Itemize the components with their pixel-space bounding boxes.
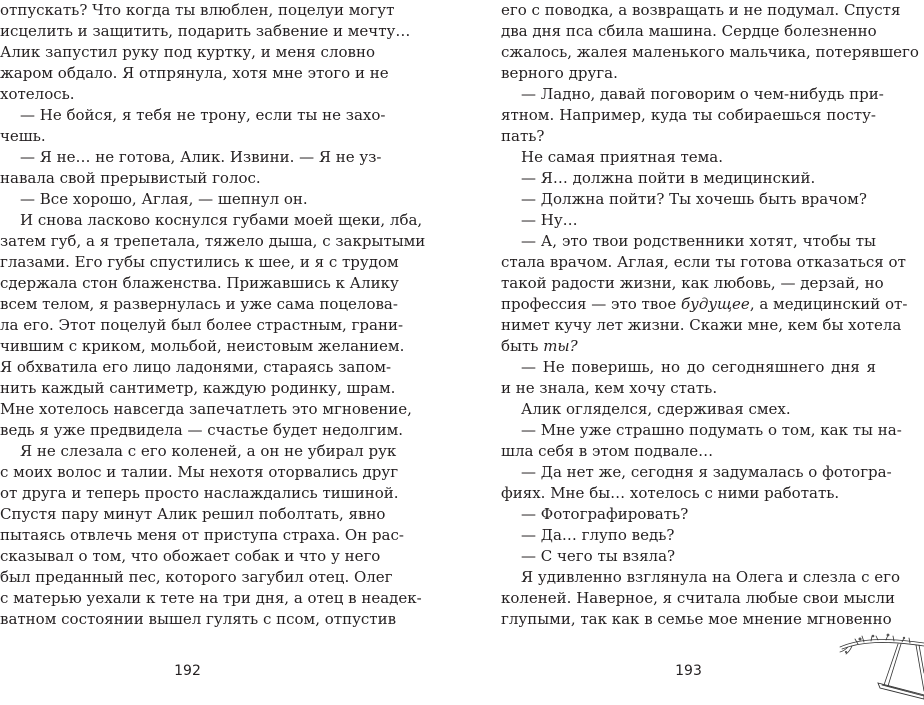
- text-line: [0, 210, 423, 231]
- text-line-content: — Да нет же, сегодня я задумалась о фотогра-: [521, 463, 892, 481]
- text-line-content: — А, это твои родственники хотят, чтобы ты: [521, 232, 876, 250]
- text-line-content: глупыми, так как в семье мое мнение мгновенно: [501, 610, 892, 628]
- text-line: [0, 63, 389, 84]
- text-line: [501, 399, 876, 420]
- swing-illustration-icon: [838, 625, 924, 705]
- text-line: [501, 252, 906, 273]
- text-line-content: от друга и теперь просто наслаждались тишиной.: [0, 484, 399, 502]
- text-line-content: — Ладно, давай поговорим о чем-нибудь при-: [521, 85, 884, 103]
- text-line: [0, 504, 386, 525]
- text-line-content: Я удивленно взглянула на Олега и слезла с его: [521, 568, 901, 586]
- text-line-content: чешь.: [0, 127, 46, 145]
- text-line: [501, 504, 876, 525]
- text-line-content: нить каждый сантиметр, каждую родинку, шрам.: [0, 379, 396, 397]
- text-line: [0, 378, 396, 399]
- text-line: [501, 126, 876, 147]
- text-line: [0, 588, 422, 609]
- text-line-content: Не самая приятная тема.: [521, 148, 723, 166]
- text-line: [501, 0, 901, 21]
- text-line: [501, 609, 892, 630]
- text-line: [0, 441, 397, 462]
- text-line: [501, 105, 876, 126]
- text-line-content: шла себя в этом подвале…: [501, 442, 714, 460]
- text-line-content: и не знала, кем хочу стать.: [501, 379, 718, 397]
- text-line: [0, 420, 404, 441]
- text-line-content: сдержала стон блаженства. Прижавшись к Алику: [0, 274, 399, 292]
- page-number-left: 192: [174, 663, 201, 679]
- text-line-content: такой радости жизни, как любовь, — дерзай, но: [501, 274, 884, 292]
- text-line-content: И снова ласково коснулся губами моей щеки, лба,: [20, 211, 423, 229]
- text-line-content: отпускать? Что когда ты влюблен, поцелуи могут: [0, 1, 395, 19]
- text-line-content: — Должна пойти? Ты хочешь быть врачом?: [521, 190, 867, 208]
- text-line-content: профессия — это твое: [501, 295, 681, 313]
- text-line-content: глазами. Его губы спустились к шее, и я с трудом: [0, 253, 399, 271]
- text-line: [501, 588, 896, 609]
- text-line-content: — С чего ты взяла?: [521, 547, 676, 565]
- text-line-content: ватном состоянии вышел гулять с псом, отпустив: [0, 610, 397, 628]
- text-line-content: ятном. Например, куда ты собираешься посту-: [501, 106, 876, 124]
- text-line-content: навала свой прерывистый голос.: [0, 169, 261, 187]
- text-line: [0, 336, 405, 357]
- text-line-content: ла его. Этот поцелуй был более страстным, грани-: [0, 316, 404, 334]
- text-line: [501, 189, 876, 210]
- text-line: [501, 378, 876, 399]
- text-line: [501, 84, 884, 105]
- text-line: [501, 441, 876, 462]
- emphasized-word: ты?: [543, 337, 578, 355]
- text-line: [501, 210, 876, 231]
- text-line: [0, 0, 395, 21]
- text-line-content: с моих волос и талии. Мы нехотя оторвались друг: [0, 463, 399, 481]
- text-line-content: — Я… должна пойти в медицинский.: [521, 169, 816, 187]
- text-line: [501, 336, 876, 357]
- text-line-content: — Не бойся, я тебя не трону, если ты не захо-: [20, 106, 386, 124]
- emphasized-word: будущее: [680, 295, 750, 313]
- text-line: [501, 21, 876, 42]
- text-line-content: жаром обдало. Я отпрянула, хотя мне этого и не: [0, 64, 389, 82]
- text-line: [0, 483, 399, 504]
- text-line: [0, 357, 392, 378]
- text-line-content: Я не слезала с его коленей, а он не убирал рук: [20, 442, 397, 460]
- text-line: [501, 483, 876, 504]
- text-line-content: ведь я уже предвидела — счастье будет недолгим.: [0, 421, 404, 439]
- text-line: [0, 126, 375, 147]
- text-line: [501, 357, 876, 378]
- text-line-content: стала врачом. Аглая, если ты готова отказаться от: [501, 253, 906, 271]
- text-line: [501, 273, 884, 294]
- text-line-content: пытаясь отвлечь меня от приступа страха. Он рас-: [0, 526, 404, 544]
- left-page-text: [0, 0, 426, 630]
- text-line: [0, 189, 375, 210]
- text-line: [0, 105, 386, 126]
- text-line-content: — Да… глупо ведь?: [521, 526, 675, 544]
- text-line: [501, 567, 901, 588]
- text-line-content: фиях. Мне бы… хотелось с ними работать.: [501, 484, 840, 502]
- text-line-content: два дня пса сбила машина. Сердце болезненно: [501, 22, 877, 40]
- text-line: [0, 294, 398, 315]
- text-line-content: нимет кучу лет жизни. Скажи мне, кем бы хотела: [501, 316, 902, 334]
- text-line-content: — Ну…: [521, 211, 578, 229]
- text-line-content: Я обхватила его лицо ладонями, стараясь запом-: [0, 358, 392, 376]
- text-line-content: Спустя пару минут Алик решил поболтать, явно: [0, 505, 386, 523]
- text-line-content: исцелить и защитить, подарить забвение и мечту…: [0, 22, 411, 40]
- text-line: [501, 42, 919, 63]
- text-line: [0, 42, 375, 63]
- text-line-content: Мне хотелось навсегда запечатлеть это мгновение,: [0, 400, 412, 418]
- text-line-content: Алик огляделся, сдерживая смех.: [521, 400, 791, 418]
- text-line: [501, 315, 902, 336]
- text-line-tail: , а медицинский от-: [749, 295, 908, 313]
- text-line-content: коленей. Наверное, я считала любые свои мысли: [501, 589, 896, 607]
- text-line: [0, 21, 411, 42]
- text-line-content: затем губ, а я трепетала, тяжело дыша, с закрытыми: [0, 232, 426, 250]
- text-line-content: сжалось, жалея маленького мальчика, потерявшего: [501, 43, 919, 61]
- text-line: [0, 462, 399, 483]
- text-line: [0, 315, 404, 336]
- text-line-content: хотелось.: [0, 85, 75, 103]
- text-line: [0, 609, 397, 630]
- text-line-content: верного друга.: [501, 64, 618, 82]
- text-line: [501, 63, 876, 84]
- text-line: [0, 273, 399, 294]
- text-line: [0, 231, 426, 252]
- text-line-content: — Мне уже страшно подумать о том, как ты на-: [521, 421, 902, 439]
- text-line: [0, 147, 382, 168]
- text-line: [501, 168, 876, 189]
- text-line: [0, 546, 381, 567]
- text-line: [0, 168, 375, 189]
- right-page-text: [501, 0, 919, 630]
- text-line: [501, 462, 892, 483]
- left-page: [0, 0, 426, 705]
- text-line: [501, 147, 876, 168]
- text-line: [501, 525, 876, 546]
- text-line-content: — Фотографировать?: [521, 505, 689, 523]
- text-line-content: всем телом, я развернулась и уже сама поцелова-: [0, 295, 398, 313]
- text-line-content: был преданный пес, которого загубил отец. Олег: [0, 568, 393, 586]
- text-line: [0, 252, 399, 273]
- text-line-content: с матерью уехали к тете на три дня, а отец в неадек-: [0, 589, 422, 607]
- text-line: [501, 420, 902, 441]
- text-line-content: — Не поверишь, но до сегодняшнего дня я: [521, 358, 876, 376]
- text-line: [0, 84, 375, 105]
- text-line-content: его с поводка, а возвращать и не подумал. Спустя: [501, 1, 901, 19]
- text-line-content: пать?: [501, 127, 545, 145]
- text-line-content: Алик запустил руку под куртку, и меня словно: [0, 43, 375, 61]
- text-line: [0, 567, 393, 588]
- text-line: [0, 525, 404, 546]
- text-line-content: чившим с криком, мольбой, неистовым желанием.: [0, 337, 405, 355]
- text-line-content: быть: [501, 337, 544, 355]
- text-line: [0, 399, 412, 420]
- text-line-content: — Все хорошо, Аглая, — шепнул он.: [20, 190, 308, 208]
- text-line-content: — Я не… не готова, Алик. Извини. — Я не уз-: [20, 148, 382, 166]
- right-page: [501, 0, 919, 705]
- text-line-content: сказывал о том, что обожает собак и что у него: [0, 547, 381, 565]
- text-line: [501, 546, 876, 567]
- text-line: [501, 231, 876, 252]
- page-number-right: 193: [675, 663, 702, 679]
- text-line: [501, 294, 908, 315]
